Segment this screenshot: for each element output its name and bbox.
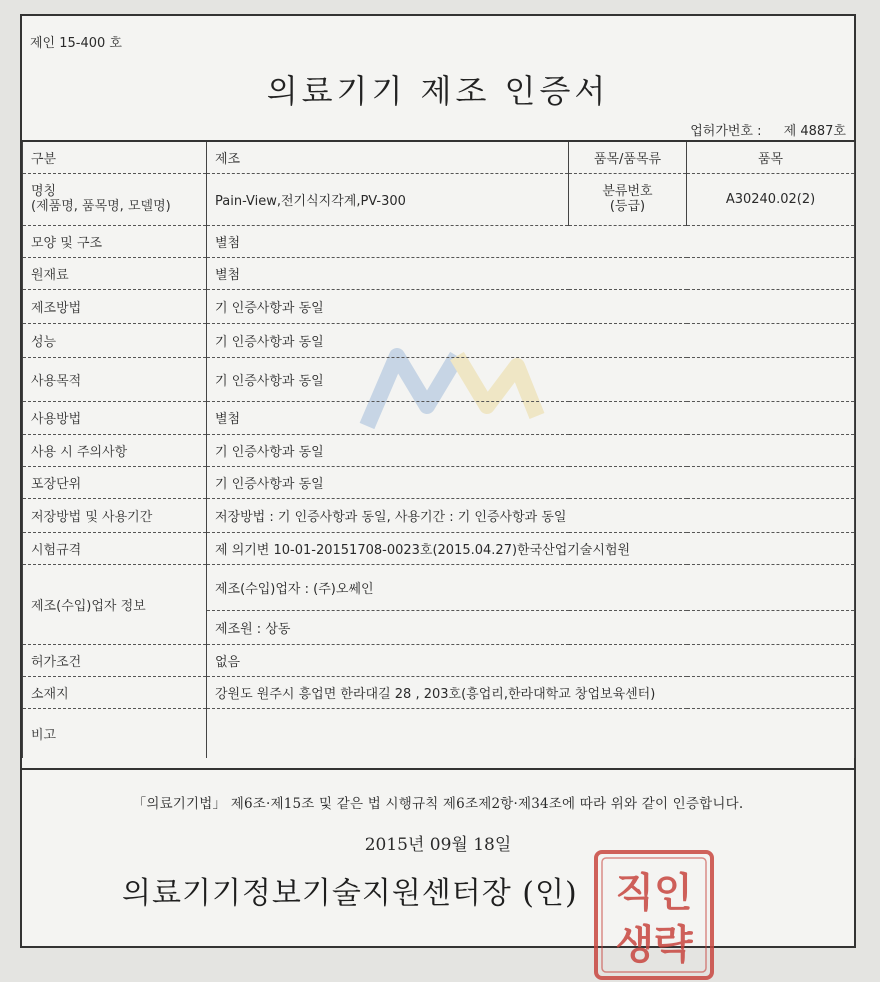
table-row (23, 289, 855, 323)
legal-statement: 「의료기기법」 제6조·제15조 및 같은 법 시행규칙 제6조제2항·제34조에 따라 위와 같이 인증합니다. (132, 796, 744, 812)
table-row (23, 644, 855, 676)
maker-value: 제조(수입)업자 : (주)오쎄인 (207, 564, 855, 610)
certificate-footer (22, 768, 854, 968)
table-row (23, 564, 855, 610)
category-label: 구분 (23, 141, 207, 173)
table-row (23, 323, 855, 357)
test-standard-label: 시험규격 (23, 532, 207, 564)
performance-label: 성능 (23, 323, 207, 357)
class-number-value: A30240.02(2) (687, 173, 855, 225)
remarks-label: 비고 (23, 708, 207, 758)
svg-text:생략: 생략 (615, 921, 693, 968)
svg-text:직인: 직인 (615, 869, 693, 916)
manufacturing-method-label: 제조방법 (23, 289, 207, 323)
license-label: 업허가번호 : (690, 124, 762, 139)
raw-material-label: 원재료 (23, 257, 207, 289)
shape-structure-label: 모양 및 구조 (23, 225, 207, 257)
condition-label: 허가조건 (23, 644, 207, 676)
document-title: 의료기기 제조 인증서 (266, 72, 610, 110)
storage-value: 저장방법 : 기 인증사항과 동일, 사용기간 : 기 인증사항과 동일 (207, 498, 855, 532)
license-value: 제 4887호 (783, 124, 846, 139)
license-number (690, 120, 846, 139)
certificate-table (22, 140, 855, 758)
condition-value: 없음 (207, 644, 855, 676)
certificate-sheet (20, 14, 856, 968)
manufacturing-method-value: 기 인증사항과 동일 (207, 289, 855, 323)
name-label-line2: (제품명, 품목명, 모델명) (31, 199, 171, 214)
document-number: 제인 15-400 호 (30, 36, 122, 51)
table-row (23, 257, 855, 289)
remarks-value (207, 708, 855, 758)
table-row (23, 357, 855, 401)
table-row (23, 173, 855, 225)
table-row (23, 498, 855, 532)
class-number-label (569, 173, 687, 225)
shape-structure-value: 별첨 (207, 225, 855, 257)
precautions-label: 사용 시 주의사항 (23, 434, 207, 466)
performance-value: 기 인증사항과 동일 (207, 323, 855, 357)
purpose-value: 기 인증사항과 동일 (207, 357, 855, 401)
table-row (23, 708, 855, 758)
class-number-label-line2: (등급) (609, 199, 646, 214)
table-row (23, 434, 855, 466)
name-label-line1: 명칭 (31, 184, 57, 199)
official-seal-stamp (592, 848, 716, 982)
table-row (23, 466, 855, 498)
precautions-value: 기 인증사항과 동일 (207, 434, 855, 466)
packaging-unit-value: 기 인증사항과 동일 (207, 466, 855, 498)
item-class-label: 품목/품목류 (569, 141, 687, 173)
purpose-label: 사용목적 (23, 357, 207, 401)
category-value: 제조 (207, 141, 569, 173)
test-standard-value: 제 의기변 10-01-20151708-0023호(2015.04.27)한국산업기술시험원 (207, 532, 855, 564)
issuer-name: 의료기기정보기술지원센터장 (인) (122, 876, 578, 911)
factory-value: 제조원 : 상동 (207, 610, 855, 644)
table-row (23, 532, 855, 564)
name-label (23, 173, 207, 225)
class-number-label-line1: 분류번호 (602, 184, 653, 199)
usage-method-value: 별첨 (207, 401, 855, 434)
storage-label: 저장방법 및 사용기간 (23, 498, 207, 532)
table-row (23, 676, 855, 708)
issue-date: 2015년 09월 18일 (364, 835, 512, 855)
raw-material-value: 별첨 (207, 257, 855, 289)
address-label: 소재지 (23, 676, 207, 708)
item-class-value: 품목 (687, 141, 855, 173)
packaging-unit-label: 포장단위 (23, 466, 207, 498)
address-value: 강원도 원주시 흥업면 한라대길 28 , 203호(흥업리,한라대학교 창업보육센터) (207, 676, 855, 708)
usage-method-label: 사용방법 (23, 401, 207, 434)
table-row (23, 225, 855, 257)
maker-info-label: 제조(수입)업자 정보 (23, 564, 207, 644)
name-value: Pain-View,전기식지각계,PV-300 (207, 173, 569, 225)
table-row (23, 141, 855, 173)
table-row (23, 401, 855, 434)
